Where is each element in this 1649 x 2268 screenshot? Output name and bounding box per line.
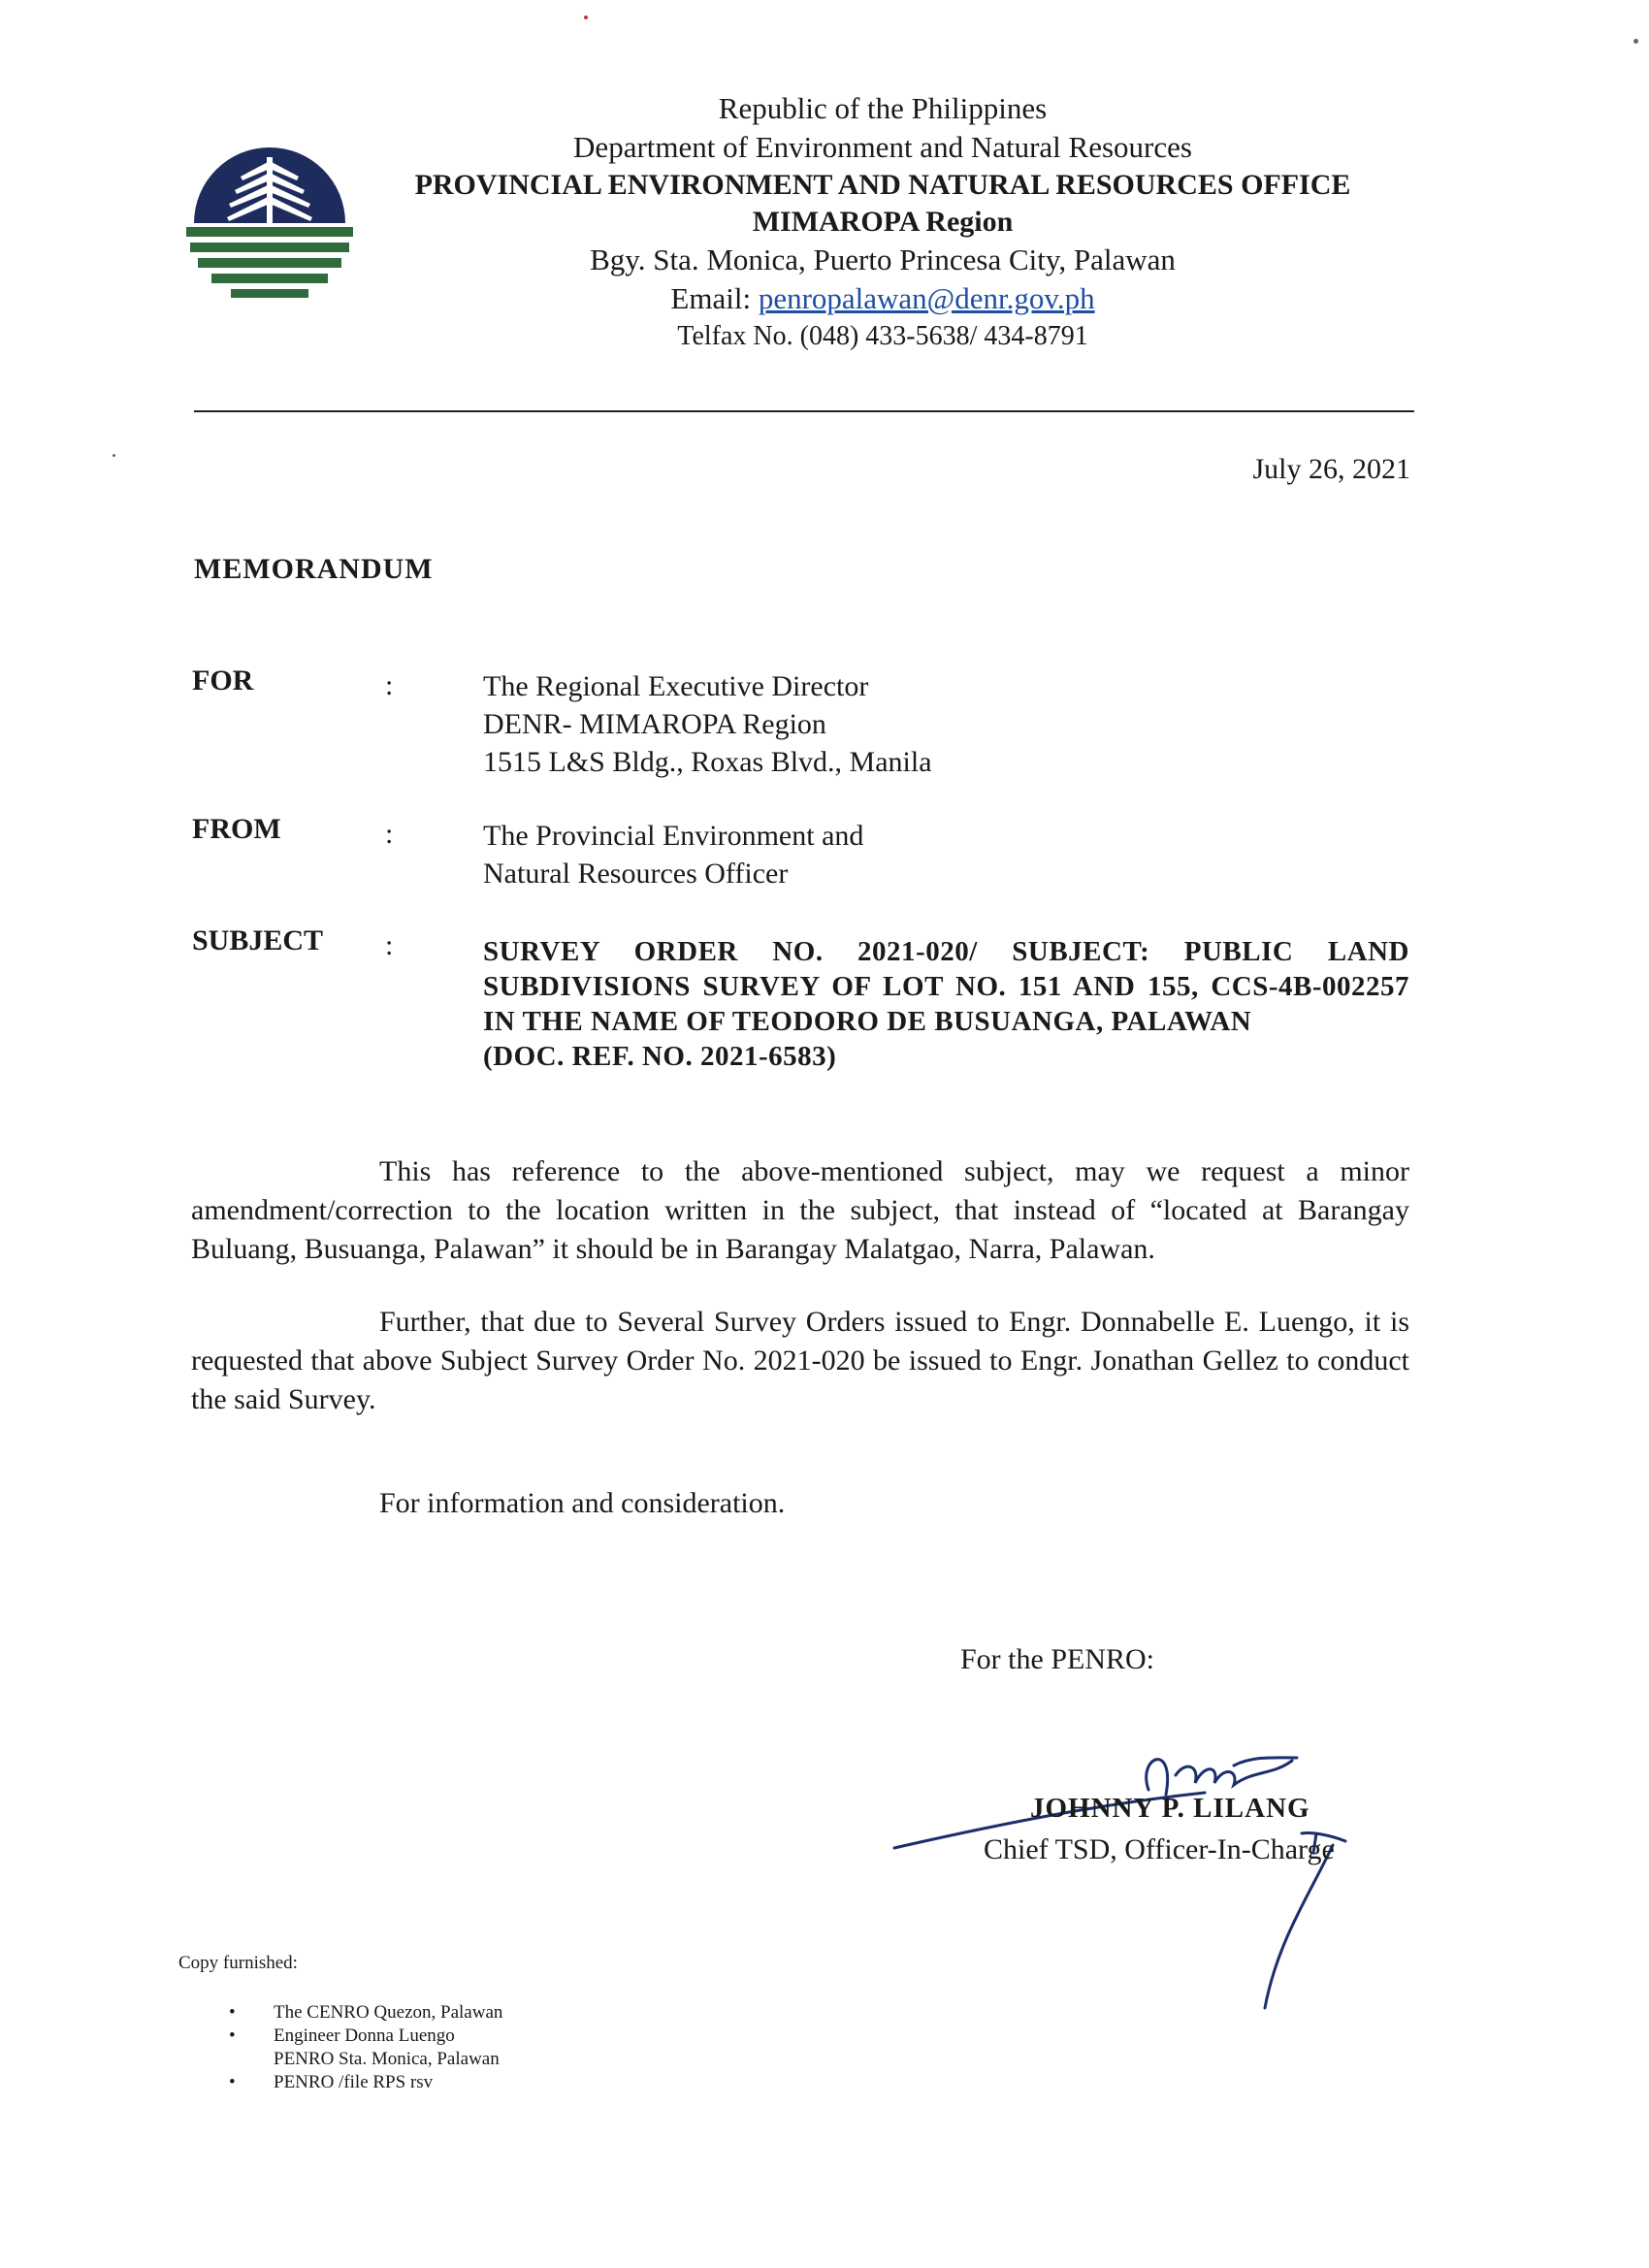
cf-recipient: The CENRO Quezon, Palawan: [274, 2002, 503, 2023]
handwritten-signature: [885, 1736, 1428, 2027]
list-item: [223, 2071, 502, 2094]
email-label: Email:: [670, 281, 752, 315]
email-line: [349, 279, 1416, 318]
country-line: Republic of the Philippines: [718, 91, 1048, 125]
closing-line: For the PENRO:: [960, 1643, 1155, 1675]
cf-recipient-office: PENRO Sta. Monica, Palawan: [274, 2049, 500, 2069]
for-addressee: [483, 667, 932, 781]
for-colon: :: [385, 669, 394, 701]
body-paragraph-2: Further, that due to Several Survey Orders issued to Engr. Donnabelle E. Luengo, it is requested that above Subject Survey Order No. 2021-020 be issued to Engr. Jonathan Gellez to conduct the said Survey.: [191, 1306, 1409, 1415]
from-sender: [483, 817, 863, 892]
from-label: FROM: [192, 813, 281, 845]
cf-recipient: PENRO /file RPS rsv: [274, 2072, 434, 2092]
scan-speck: [584, 16, 588, 19]
cf-recipient: Engineer Donna Luengo: [274, 2025, 455, 2046]
address-line: Bgy. Sta. Monica, Puerto Princesa City, Palawan: [590, 243, 1176, 276]
for-line: The Regional Executive Director: [483, 670, 869, 702]
email-link[interactable]: penropalawan@denr.gov.ph: [758, 281, 1095, 315]
body-paragraph-1: This has reference to the above-mentioned subject, may we request a minor amendment/correction to the location written in the subject, that instead of “located at Barangay Buluang, Busuanga, Palawan” it should be in Barangay Malatgao, Narra, Palawan.: [191, 1155, 1409, 1265]
list-item: [223, 2025, 502, 2071]
scan-speck: [113, 454, 115, 457]
subject-text: [483, 934, 1409, 1074]
subject-doc-ref: (DOC. REF. NO. 2021-6583): [483, 1041, 837, 1072]
from-colon: :: [385, 818, 394, 850]
denr-logo: [182, 144, 357, 308]
subject-colon: :: [385, 929, 394, 961]
for-label: FOR: [192, 664, 254, 697]
list-item: [223, 2001, 502, 2025]
memo-date: July 26, 2021: [1252, 453, 1410, 485]
body-paragraph-3: For information and consideration.: [379, 1487, 786, 1519]
bullet-icon: •: [229, 2025, 236, 2046]
bullet-icon: •: [229, 2072, 236, 2092]
copy-furnished-label: Copy furnished:: [178, 1953, 298, 1973]
signatory-title: Chief TSD, Officer-In-Charge: [984, 1833, 1335, 1865]
scan-speck: [1633, 39, 1638, 44]
subject-label: SUBJECT: [192, 924, 324, 956]
department-line: Department of Environment and Natural Resources: [573, 130, 1192, 164]
office-line: PROVINCIAL ENVIRONMENT AND NATURAL RESOURCES OFFICE: [414, 169, 1351, 201]
subject-body: SURVEY ORDER NO. 2021-020/ SUBJECT: PUBLIC LAND SUBDIVISIONS SURVEY OF LOT NO. 151 AND 155, CCS-4B-002257 IN THE NAME OF TEODORO DE BUSUANGA, PALAWAN: [483, 936, 1409, 1037]
for-line: DENR- MIMAROPA Region: [483, 708, 826, 740]
bullet-icon: •: [229, 2002, 236, 2023]
letterhead: [349, 89, 1416, 355]
copy-furnished-list: [223, 2001, 502, 2094]
signatory-name: JOHNNY P. LILANG: [1030, 1793, 1310, 1824]
from-line: Natural Resources Officer: [483, 858, 789, 890]
telfax-line: Telfax No. (048) 433-5638/ 434-8791: [677, 321, 1088, 351]
from-line: The Provincial Environment and: [483, 820, 864, 852]
for-line: 1515 L&S Bldg., Roxas Blvd., Manila: [483, 746, 932, 778]
region-line: MIMAROPA Region: [752, 206, 1014, 238]
header-divider: [194, 410, 1414, 412]
memo-title: MEMORANDUM: [194, 553, 434, 585]
